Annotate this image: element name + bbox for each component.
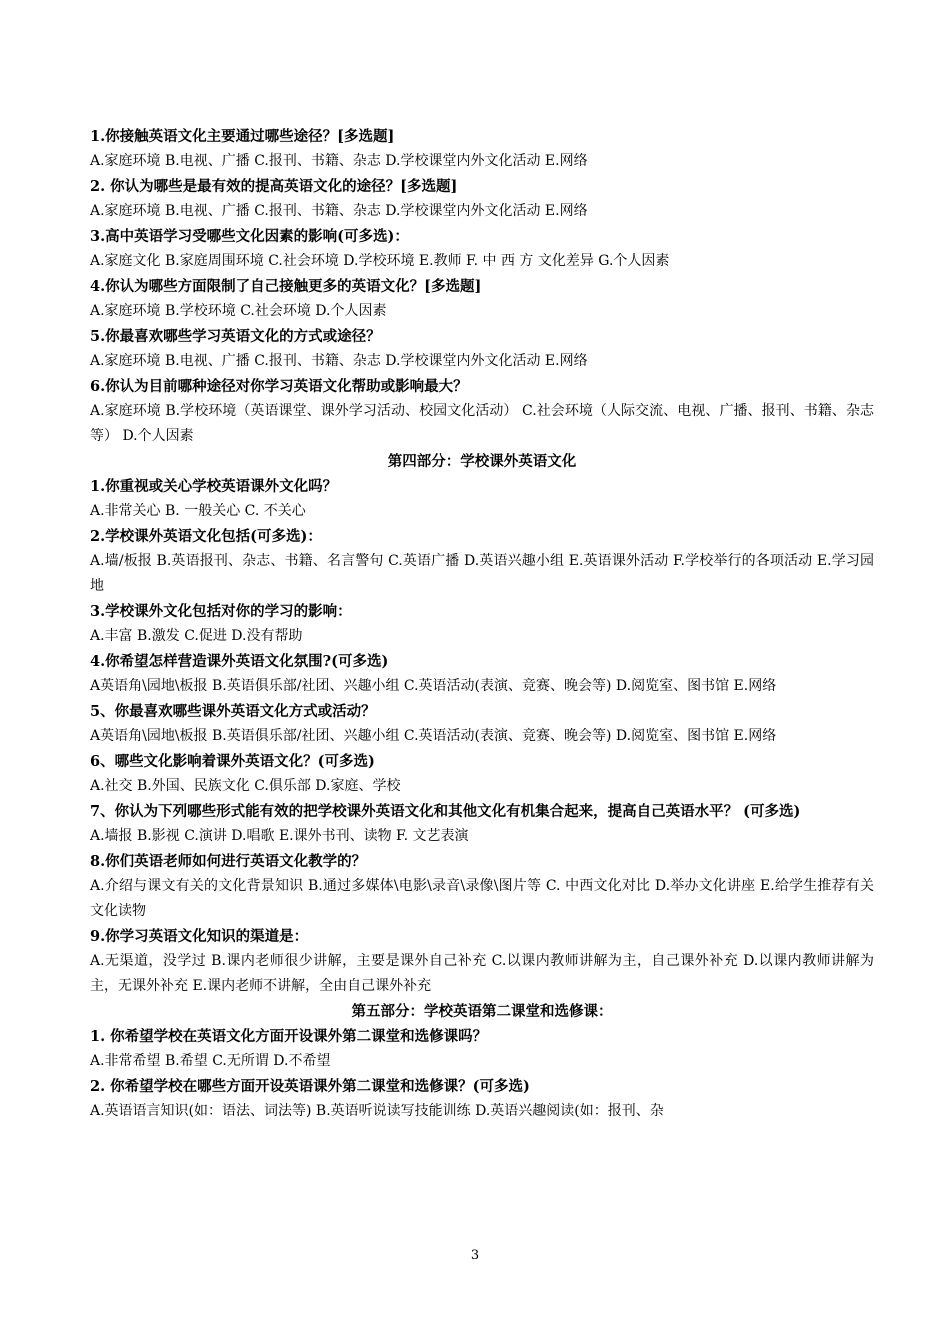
options-text: A.介绍与课文有关的文化背景知识 B.通过多媒体\电影\录音\录像\图片等 C. 中西文化对比 D.举办文化讲座 E.给学生推荐有关文化读物 [90,878,874,919]
options-text: A英语角\园地\板报 B.英语俱乐部/社团、兴趣小组 C.英语活动(表演、竞赛、晚会等) D.阅览室、图书馆 E.网络 [90,728,777,744]
question-text: 1. 你希望学校在英语文化方面开设课外第二课堂和选修课吗？ [90,1028,488,1045]
options-text: A.社交 B.外国、民族文化 C.俱乐部 D.家庭、学校 [90,778,401,794]
options-text: A.家庭环境 B.电视、广播 C.报刊、书籍、杂志 D.学校课堂内外文化活动 E.网络 [90,153,588,169]
options-text: A.家庭环境 B.电视、广播 C.报刊、书籍、杂志 D.学校课堂内外文化活动 E.网络 [90,353,588,369]
options-text: A.丰富 B.激发 C.促进 D.没有帮助 [90,628,303,644]
section-heading: 第四部分：学校课外英语文化 [387,453,577,470]
options-text: A.墙/板报 B.英语报刊、杂志、书籍、名言警句 C.英语广播 D.英语兴趣小组 E.英语课外活动 F.学校举行的各项活动 E.学习园地 [90,553,874,594]
options-text: A.家庭环境 B.学校环境 C.社会环境 D.个人因素 [90,303,387,319]
question-text: 3.高中英语学习受哪些文化因素的影响(可多选)： [90,228,409,245]
question-text: 2. 你希望学校在哪些方面开设英语课外第二课堂和选修课？(可多选) [90,1078,530,1095]
question-text: 1.你接触英语文化主要通过哪些途径？[多选题] [90,128,395,145]
section-heading: 第五部分：学校英语第二课堂和选修课： [351,1003,613,1020]
question-text: 2. 你认为哪些是最有效的提高英语文化的途径？[多选题] [90,178,458,195]
options-text: A.非常关心 B. 一般关心 C. 不关心 [90,503,306,519]
page-number: 3 [470,1248,480,1263]
options-text: A.非常希望 B.希望 C.无所谓 D.不希望 [90,1053,331,1069]
question-text: 9.你学习英语文化知识的渠道是： [90,928,309,945]
options-text: A英语角\园地\板报 B.英语俱乐部/社团、兴趣小组 C.英语活动(表演、竞赛、晚会等) D.阅览室、图书馆 E.网络 [90,678,777,694]
question-text: 6、哪些文化影响着课外英语文化？(可多选) [90,753,375,770]
question-text: 1.你重视或关心学校英语课外文化吗？ [90,478,338,495]
document-body [90,124,874,1124]
options-text: A.家庭文化 B.家庭周围环境 C.社会环境 D.学校环境 E.教师 F. 中 西 方 文化差异 G.个人因素 [90,253,670,269]
question-text: 4.你希望怎样营造课外英语文化氛围?(可多选) [90,653,389,670]
question-text: 2.学校课外英语文化包括(可多选)： [90,528,322,545]
question-text: 5、你最喜欢哪些课外英语文化方式或活动？ [90,703,376,720]
question-text: 5.你最喜欢哪些学习英语文化的方式或途径？ [90,328,381,345]
options-text: A.无渠道，没学过 B.课内老师很少讲解，主要是课外自己补充 C.以课内教师讲解为主，自己课外补充 D.以课内教师讲解为主，无课外补充 E.课内老师不讲解，全由自己课外补充 [90,953,874,994]
options-text: A.家庭环境 B.学校环境（英语课堂、课外学习活动、校园文化活动） C.社会环境（人际交流、电视、广播、报刊、书籍、杂志等） D.个人因素 [90,403,874,444]
options-text: A.家庭环境 B.电视、广播 C.报刊、书籍、杂志 D.学校课堂内外文化活动 E.网络 [90,203,588,219]
question-text: 7、你认为下列哪些形式能有效的把学校课外英语文化和其他文化有机集合起来，提高自己英语水平？ (可多选) [90,803,801,820]
options-text: A.墙报 B.影视 C.演讲 D.唱歌 E.课外书刊、读物 F. 文艺表演 [90,828,469,844]
question-text: 6.你认为目前哪种途径对你学习英语文化帮助或影响最大？ [90,378,468,395]
options-text: A.英语语言知识(如：语法、词法等) B.英语听说读写技能训练 D.英语兴趣阅读(如：报刊、杂 [90,1103,664,1119]
question-text: 8.你们英语老师如何进行英语文化教学的？ [90,853,367,870]
question-text: 4.你认为哪些方面限制了自己接触更多的英语文化？[多选题] [90,278,482,295]
question-text: 3.学校课外文化包括对你的学习的影响： [90,603,352,620]
